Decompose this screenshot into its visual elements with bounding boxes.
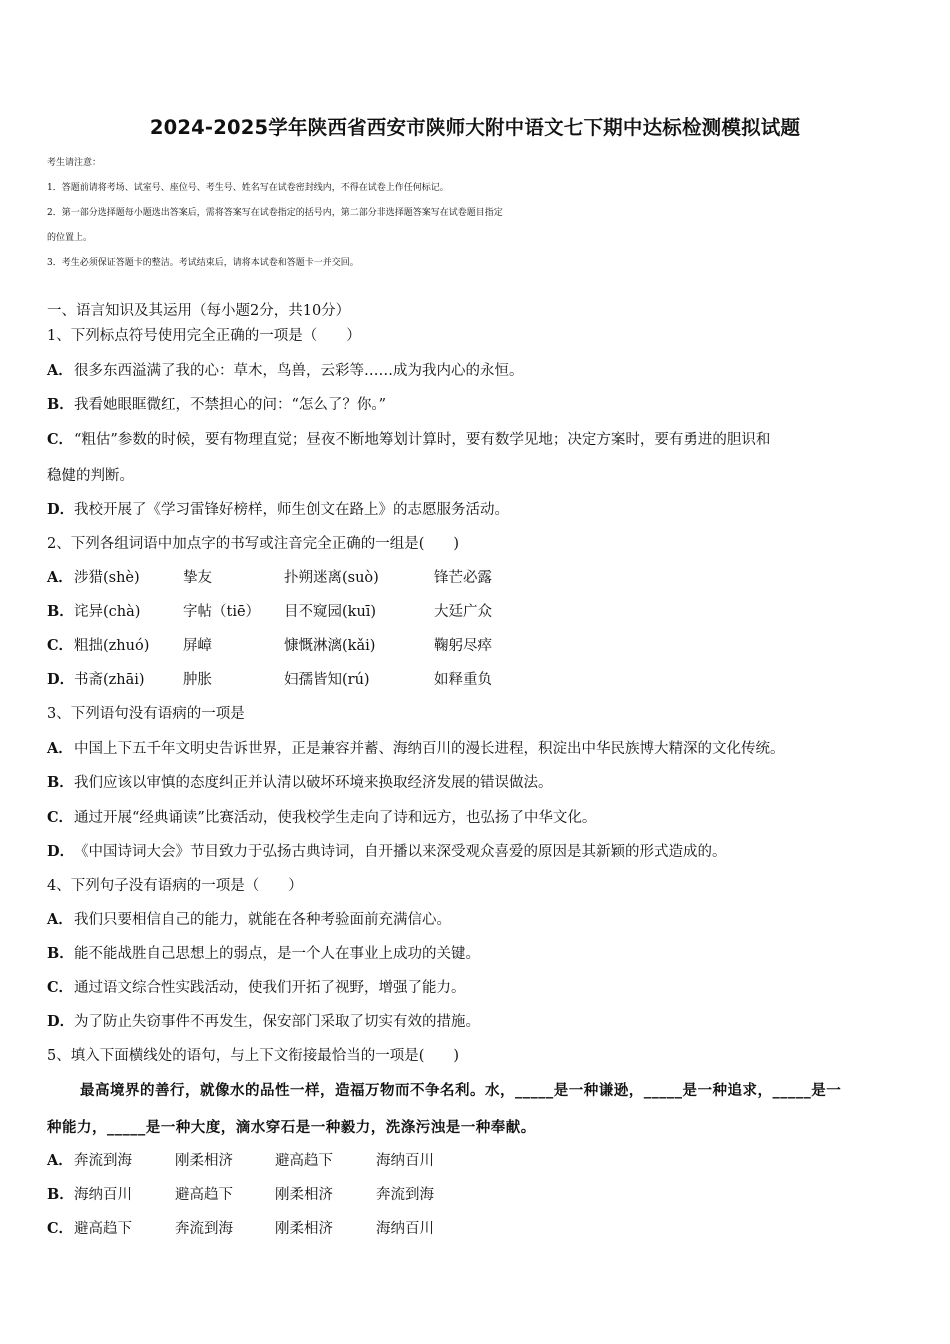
question-1-option-c [47, 430, 770, 450]
question-4-stem: 4、下列句子没有语病的一项是（ ） [47, 878, 303, 894]
option-letter: C． [47, 637, 74, 654]
page-title [0, 112, 950, 140]
option-word: 刚柔相济 [175, 1153, 233, 1169]
question-2-stem: 2、下列各组词语中加点字的书写或注音完全正确的一组是( ) [47, 536, 460, 552]
notice-item: 的位置上。 [47, 233, 93, 243]
option-word: 如释重负 [434, 672, 492, 688]
question-3-option-d [47, 842, 727, 862]
option-letter: D． [47, 501, 75, 518]
option-word: 书斋(zhāi) [74, 672, 145, 688]
option-word: 刚柔相济 [275, 1187, 333, 1203]
question-5-stem: 5、填入下面横线处的语句，与上下文衔接最恰当的一项是( ) [47, 1048, 460, 1064]
option-letter: B． [47, 945, 74, 962]
option-letter: D． [47, 671, 75, 688]
question-4-option-c [47, 978, 466, 998]
option-word: 挚友 [183, 570, 212, 586]
option-text: 通过开展“经典诵读”比赛活动，使我校学生走向了诗和远方，也弘扬了中华文化。 [74, 810, 597, 826]
option-word: 屏嶂 [183, 638, 212, 654]
option-text: “粗估”参数的时候，要有物理直觉；昼夜不断地筹划计算时，要有数学见地；决定方案时，要有勇进的胆识和 [74, 432, 771, 448]
option-letter: A． [47, 740, 73, 757]
option-word: 海纳百川 [376, 1153, 434, 1169]
option-word: 鞠躬尽瘁 [434, 638, 492, 654]
option-text: 很多东西溢满了我的心：草木，鸟兽，云彩等……成为我内心的永恒。 [74, 363, 524, 379]
question-4-option-d [47, 1012, 480, 1032]
option-word: 慷慨淋漓(kǎi) [284, 638, 376, 654]
option-letter: A． [47, 911, 73, 928]
page-title-text: 2024-2025学年陕西省西安市陕师大附中语文七下期中达标检测模拟试题 [149, 116, 801, 139]
question-1-stem: 1、下列标点符号使用完全正确的一项是（ ） [47, 328, 361, 344]
question-5-passage: 最高境界的善行，就像水的品性一样，造福万物而不争名利。水，_____是一种谦逊，_____是一种追求，_____是一 [80, 1082, 842, 1099]
question-1-option-d [47, 500, 509, 520]
notice-heading: 考生请注意： [47, 158, 102, 168]
option-letter: D． [47, 1013, 75, 1030]
option-word: 涉猎(shè) [74, 570, 140, 586]
notice-item: 1．答题前请将考场、试室号、座位号、考生号、姓名写在试卷密封线内，不得在试卷上作任何标记。 [47, 183, 449, 193]
option-word: 目不窥园(kuī) [284, 604, 377, 620]
option-letter: D． [47, 843, 75, 860]
option-letter: B． [47, 603, 74, 620]
option-text: 我们应该以审慎的态度纠正并认清以破坏环境来换取经济发展的错误做法。 [74, 775, 553, 791]
option-letter: B． [47, 774, 74, 791]
option-text: 通过语文综合性实践活动，使我们开拓了视野，增强了能力。 [74, 980, 466, 996]
option-letter: C． [47, 431, 74, 448]
notice-item: 2．第一部分选择题每小题选出答案后，需将答案写在试卷指定的括号内，第二部分非选择题答案写在试卷题目指定 [47, 208, 503, 218]
option-letter: A． [47, 569, 73, 586]
option-word: 刚柔相济 [275, 1221, 333, 1237]
option-word: 扑朔迷离(suò) [284, 570, 379, 586]
option-text: 中国上下五千年文明史告诉世界，正是兼容并蓄、海纳百川的漫长进程，积淀出中华民族博大精深的文化传统。 [74, 741, 785, 757]
section-heading: 一、语言知识及其运用（每小题2分，共10分） [47, 303, 351, 319]
option-text: 我校开展了《学习雷锋好榜样，师生创文在路上》的志愿服务活动。 [74, 502, 509, 518]
question-3-option-b [47, 773, 553, 793]
option-word: 避高趋下 [275, 1153, 333, 1169]
question-1-option-b [47, 395, 386, 415]
option-letter: C． [47, 809, 74, 826]
option-word: 奔流到海 [175, 1221, 233, 1237]
question-3-option-c [47, 808, 596, 828]
option-text: 我们只要相信自己的能力，就能在各种考验面前充满信心。 [74, 912, 451, 928]
option-letter: A． [47, 362, 73, 379]
option-text: 我看她眼眶微红，不禁担心的问：“怎么了？你。” [74, 397, 387, 413]
option-text: 为了防止失窃事件不再发生，保安部门采取了切实有效的措施。 [74, 1014, 480, 1030]
option-letter: A． [47, 1152, 73, 1169]
option-word: 奔流到海 [376, 1187, 434, 1203]
question-1-option-a [47, 361, 524, 381]
option-word: 海纳百川 [74, 1187, 132, 1203]
question-5-passage-continued: 种能力，_____是一种大度，滴水穿石是一种毅力，洗涤污浊是一种奉献。 [47, 1119, 536, 1136]
option-word: 避高趋下 [74, 1221, 132, 1237]
option-word: 字帖（tiē） [183, 604, 261, 620]
option-word: 妇孺皆知(rú) [284, 672, 370, 688]
option-letter: B． [47, 1186, 74, 1203]
option-word: 粗拙(zhuó) [74, 638, 150, 654]
question-4-option-b [47, 944, 480, 964]
option-text: 能不能战胜自己思想上的弱点，是一个人在事业上成功的关键。 [74, 946, 480, 962]
option-word: 锋芒必露 [434, 570, 492, 586]
exam-notice [47, 151, 907, 276]
option-letter: C． [47, 1220, 74, 1237]
option-word: 海纳百川 [376, 1221, 434, 1237]
question-1-option-c-continued: 稳健的判断。 [47, 468, 134, 484]
option-word: 大廷广众 [434, 604, 492, 620]
question-4-option-a [47, 910, 451, 930]
option-text: 《中国诗词大会》节目致力于弘扬古典诗词，自开播以来深受观众喜爱的原因是其新颖的形式造成的。 [74, 844, 727, 860]
notice-item: 3．考生必须保证答题卡的整洁。考试结束后，请将本试卷和答题卡一并交回。 [47, 258, 359, 268]
question-3-stem: 3、下列语句没有语病的一项是 [47, 706, 245, 722]
option-word: 诧异(chà) [74, 604, 141, 620]
option-word: 避高趋下 [175, 1187, 233, 1203]
question-3-option-a [47, 739, 785, 759]
option-word: 肿胀 [183, 672, 212, 688]
option-letter: C． [47, 979, 74, 996]
option-letter: B． [47, 396, 74, 413]
option-word: 奔流到海 [74, 1153, 132, 1169]
